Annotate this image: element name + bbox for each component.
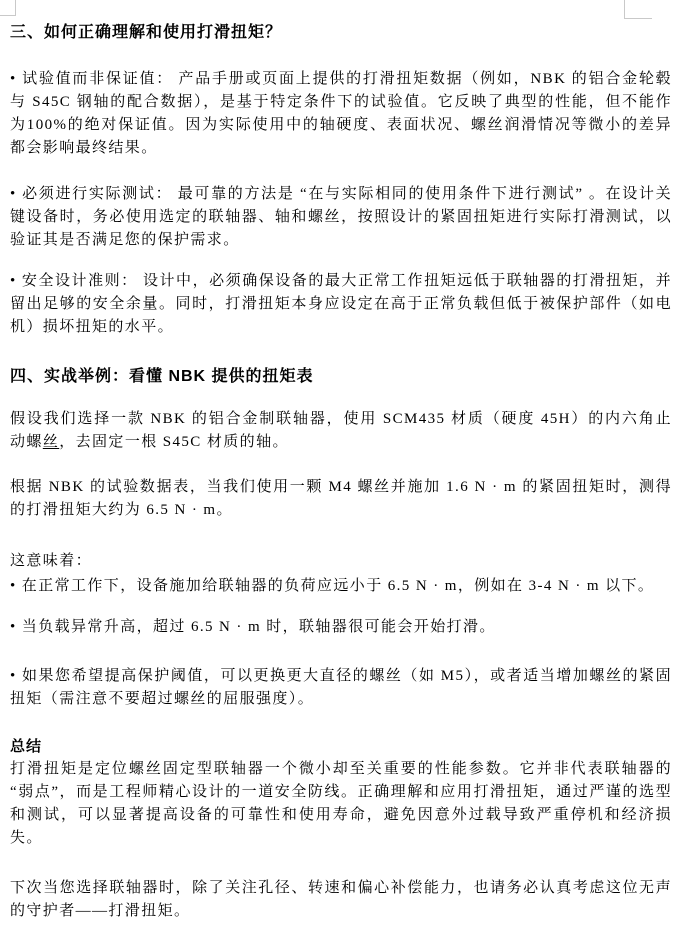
summary-heading: 总结 [10,738,43,755]
para-example-scenario-text-1: 假设我们选择一款 NBK 的铝合金制联轴器，使用 SCM435 材质（硬度 45H）的内六角止动螺 [10,411,672,450]
para-example-scenario-text-2: ，去固定一根 S45C 材质的轴。 [59,434,289,450]
bullet-normal-operation-load: • 在正常工作下，设备施加给联轴器的负荷应远小于 6.5 N · m，例如在 3-4 N · m 以下。 [10,578,655,594]
para-closing-advice: 下次当您选择联轴器时，除了关注孔径、转速和偏心补偿能力，也请务必认真考虑这位无声的守护者——打滑扭矩。 [10,880,672,919]
section-heading-nbk-torque-table-example: 四、实战举例：看懂 NBK 提供的扭矩表 [10,368,314,385]
text-boundary-mark-top-left [0,0,16,16]
section-heading-understand-slip-torque: 三、如何正确理解和使用打滑扭矩？ [10,24,283,41]
bullet-overload-slip: • 当负载异常升高，超过 6.5 N · m 时，联轴器很可能会开始打滑。 [10,619,496,635]
text-boundary-mark-top-right [624,0,652,19]
bullet-safety-design-rule: • 安全设计准则： 设计中，必须确保设备的最大正常工作扭矩远低于联轴器的打滑扭矩，并留出足够的安全余量。同时，打滑扭矩本身应设定在高于正常负载但低于被保护部件（如电机）损坏扭矩的水平。 [10,273,672,335]
para-summary-body: 打滑扭矩是定位螺丝固定型联轴器一个微小却至关重要的性能参数。它并非代表联轴器的“弱点”，而是工程师精心设计的一道安全防线。正确理解和应用打滑扭矩，通过严谨的选型和测试，可以显著提高设备的可靠性和使用寿命，避免因意外过载导致严重停机和经济损失。 [10,761,672,846]
para-nbk-test-data: 根据 NBK 的试验数据表，当我们使用一颗 M4 螺丝并施加 1.6 N · m 的紧固扭矩时，测得的打滑扭矩大约为 6.5 N · m。 [10,479,672,518]
bullet-raise-protection-threshold: • 如果您希望提高保护阈值，可以更换更大直径的螺丝（如 M5），或者适当增加螺丝的紧固扭矩（需注意不要超过螺丝的屈服强度）。 [10,668,672,707]
document-content [10,21,672,923]
bullet-must-do-actual-test: • 必须进行实际测试： 最可靠的方法是 “在与实际相同的使用条件下进行测试” 。在设计关键设备时，务必使用选定的联轴器、轴和螺丝，按照设计的紧固扭矩进行实际打滑测试，以验证其是否满足您的保护需求。 [10,186,672,248]
para-this-means: 这意味着： [10,553,93,569]
para-example-scenario [10,408,672,454]
bullet-test-value-not-guarantee: • 试验值而非保证值： 产品手册或页面上提供的打滑扭矩数据（例如，NBK 的铝合金轮毂与 S45C 钢轴的配合数据），是基于特定条件下的试验值。它反映了典型的性能，但不能作为100%的绝对保证值。因为实际使用中的轴硬度、表面状况、螺丝润滑情况等微小的差异都会影响最终结果。 [10,71,672,156]
para-example-scenario-underlined-char: 丝 [42,434,60,450]
